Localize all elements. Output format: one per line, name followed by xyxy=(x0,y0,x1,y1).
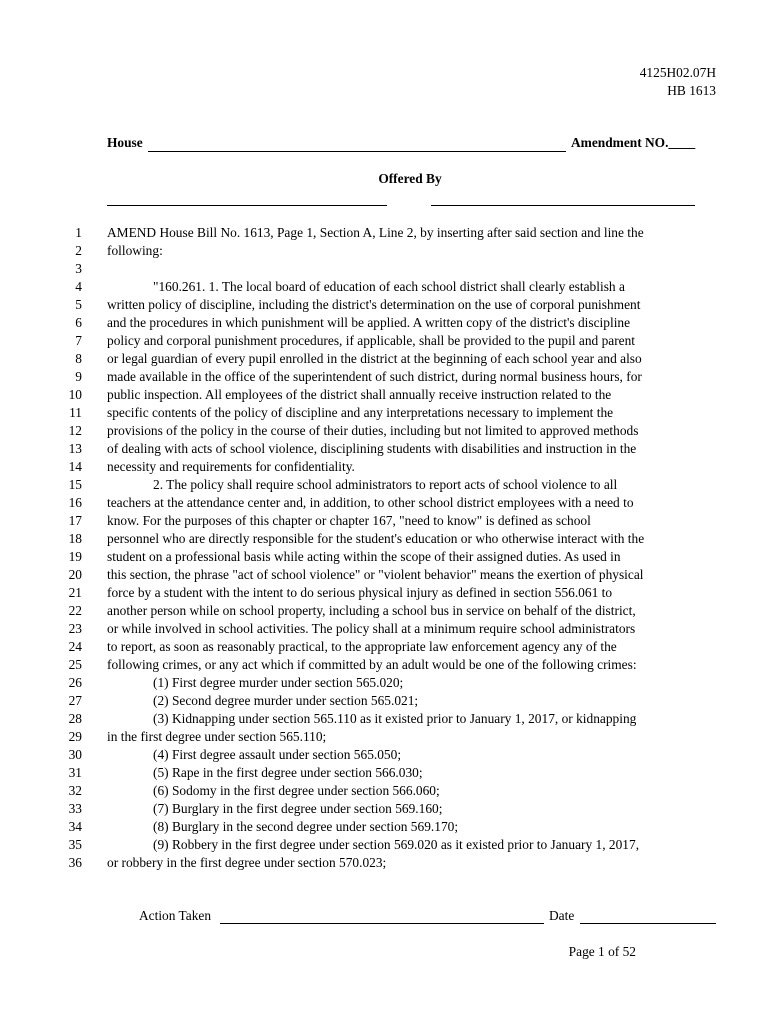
text-line xyxy=(0,800,770,818)
text-line xyxy=(0,314,770,332)
line-number: 22 xyxy=(68,603,82,618)
text-line xyxy=(0,260,770,278)
text-line xyxy=(0,674,770,692)
text-line xyxy=(0,764,770,782)
text-line xyxy=(0,746,770,764)
text-line xyxy=(0,584,770,602)
line-number: 36 xyxy=(68,855,82,870)
line-text: (5) Rape in the first degree under section 566.030; xyxy=(153,765,423,780)
text-line xyxy=(0,242,770,260)
line-number: 33 xyxy=(68,801,82,816)
line-number: 34 xyxy=(68,819,82,834)
line-number: 31 xyxy=(68,765,82,780)
text-line xyxy=(0,710,770,728)
house-label: House xyxy=(107,135,143,150)
house-blank-line xyxy=(148,151,566,152)
date-blank-line xyxy=(580,923,716,924)
text-line xyxy=(0,620,770,638)
text-line xyxy=(0,728,770,746)
text-line xyxy=(0,638,770,656)
line-text: in the first degree under section 565.110; xyxy=(107,729,327,744)
line-text: personnel who are directly responsible for the student's education or who otherwise interact with the xyxy=(107,531,645,546)
text-line xyxy=(0,458,770,476)
text-line xyxy=(0,512,770,530)
document-code: 4125H02.07H xyxy=(639,65,716,80)
line-text: or robbery in the first degree under section 570.023; xyxy=(107,855,387,870)
text-line xyxy=(0,224,770,242)
line-text: to report, as soon as reasonably practical, to the appropriate law enforcement agency any of the xyxy=(107,639,617,654)
line-text: policy and corporal punishment procedures, if applicable, shall be provided to the pupil and parent xyxy=(107,333,636,348)
line-text: AMEND House Bill No. 1613, Page 1, Section A, Line 2, by inserting after said section and line the xyxy=(107,225,644,240)
text-line xyxy=(0,836,770,854)
date-label: Date xyxy=(549,908,575,923)
line-text: (8) Burglary in the second degree under section 569.170; xyxy=(153,819,459,834)
line-number: 12 xyxy=(68,423,82,438)
line-number: 14 xyxy=(68,459,82,474)
line-text: this section, the phrase "act of school violence" or "violent behavior" means the exertion of physical xyxy=(107,567,644,582)
house-amendment-line xyxy=(107,135,713,153)
text-line xyxy=(0,530,770,548)
line-number: 26 xyxy=(68,675,82,690)
offered-by-signature-line-right xyxy=(431,205,695,206)
line-text: (6) Sodomy in the first degree under section 566.060; xyxy=(153,783,440,798)
line-number: 27 xyxy=(68,693,82,708)
bill-number: HB 1613 xyxy=(667,83,716,98)
line-number: 16 xyxy=(68,495,82,510)
amendment-text xyxy=(0,224,770,872)
line-text: provisions of the policy in the course of their duties, including but not limited to approved methods xyxy=(107,423,639,438)
line-text: or legal guardian of every pupil enrolled in the district at the beginning of each school year and also xyxy=(107,351,642,366)
line-number: 9 xyxy=(75,369,82,384)
text-line xyxy=(0,278,770,296)
offered-by-signature-line-left xyxy=(107,205,387,206)
line-number: 6 xyxy=(75,315,82,330)
line-number: 15 xyxy=(68,477,82,492)
line-text: made available in the office of the superintendent of such district, during normal business hours, for xyxy=(107,369,642,384)
action-taken-blank-line xyxy=(220,923,544,924)
line-number: 29 xyxy=(68,729,82,744)
offered-by-label: Offered By xyxy=(378,171,442,186)
line-number: 32 xyxy=(68,783,82,798)
line-text: written policy of discipline, including the district's determination on the use of corporal punishment xyxy=(107,297,641,312)
amendment-number-label: Amendment NO.____ xyxy=(571,135,696,150)
text-line xyxy=(0,386,770,404)
line-text: (1) First degree murder under section 565.020; xyxy=(153,675,404,690)
line-number: 23 xyxy=(68,621,82,636)
line-number: 7 xyxy=(75,333,82,348)
line-text: student on a professional basis while acting within the scope of their assigned duties. As used in xyxy=(107,549,621,564)
text-line xyxy=(0,566,770,584)
text-line xyxy=(0,548,770,566)
line-text: necessity and requirements for confidentiality. xyxy=(107,459,355,474)
line-number: 21 xyxy=(68,585,82,600)
line-number: 2 xyxy=(75,243,82,258)
text-line xyxy=(0,494,770,512)
text-line xyxy=(0,440,770,458)
text-line xyxy=(0,818,770,836)
line-text: of dealing with acts of school violence, disciplining students with disabilities and instruction in the xyxy=(107,441,637,456)
line-text: another person while on school property, including a school bus in service on behalf of the district, xyxy=(107,603,636,618)
line-number: 30 xyxy=(68,747,82,762)
line-number: 10 xyxy=(68,387,82,402)
line-text: (7) Burglary in the first degree under section 569.160; xyxy=(153,801,443,816)
line-number: 25 xyxy=(68,657,82,672)
line-text: "160.261. 1. The local board of education of each school district shall clearly establish a xyxy=(153,279,625,294)
line-number: 5 xyxy=(75,297,82,312)
line-number: 17 xyxy=(68,513,82,528)
text-line xyxy=(0,368,770,386)
line-text: (4) First degree assault under section 565.050; xyxy=(153,747,402,762)
line-number: 28 xyxy=(68,711,82,726)
text-line xyxy=(0,782,770,800)
line-text: (2) Second degree murder under section 565.021; xyxy=(153,693,419,708)
line-number: 35 xyxy=(68,837,82,852)
text-line xyxy=(0,602,770,620)
text-line xyxy=(0,422,770,440)
text-line xyxy=(0,350,770,368)
line-text: specific contents of the policy of discipline and any interpretations necessary to implement the xyxy=(107,405,614,420)
text-line xyxy=(0,656,770,674)
line-text: force by a student with the intent to do serious physical injury as defined in section 556.061 to xyxy=(107,585,613,600)
line-number: 18 xyxy=(68,531,82,546)
text-line xyxy=(0,332,770,350)
text-line xyxy=(0,692,770,710)
line-number: 8 xyxy=(75,351,82,366)
action-taken-label: Action Taken xyxy=(139,908,212,923)
text-line xyxy=(0,854,770,872)
line-number: 4 xyxy=(75,279,82,294)
action-taken-row xyxy=(139,907,717,925)
line-text: teachers at the attendance center and, in addition, to other school district employees with a need to xyxy=(107,495,634,510)
line-text: and the procedures in which punishment will be applied. A written copy of the district's discipline xyxy=(107,315,631,330)
line-number: 11 xyxy=(69,405,82,420)
line-number: 20 xyxy=(68,567,82,582)
line-number: 24 xyxy=(68,639,82,654)
page-number: Page 1 of 52 xyxy=(568,944,636,959)
line-text: public inspection. All employees of the district shall annually receive instruction related to the xyxy=(107,387,612,402)
line-text: (3) Kidnapping under section 565.110 as it existed prior to January 1, 2017, or kidnapping xyxy=(153,711,637,726)
line-number: 1 xyxy=(75,225,82,240)
line-text: (9) Robbery in the first degree under section 569.020 as it existed prior to January 1, 2017, xyxy=(153,837,640,852)
line-text: 2. The policy shall require school administrators to report acts of school violence to all xyxy=(153,477,618,492)
line-text: or while involved in school activities. The policy shall at a minimum require school administrators xyxy=(107,621,636,636)
line-number: 3 xyxy=(75,261,82,276)
text-line xyxy=(0,404,770,422)
line-text: following: xyxy=(107,243,163,258)
line-number: 13 xyxy=(68,441,82,456)
line-number: 19 xyxy=(68,549,82,564)
text-line xyxy=(0,296,770,314)
line-text: following crimes, or any act which if committed by an adult would be one of the following crimes: xyxy=(107,657,637,672)
line-text: know. For the purposes of this chapter or chapter 167, "need to know" is defined as school xyxy=(107,513,591,528)
text-line xyxy=(0,476,770,494)
